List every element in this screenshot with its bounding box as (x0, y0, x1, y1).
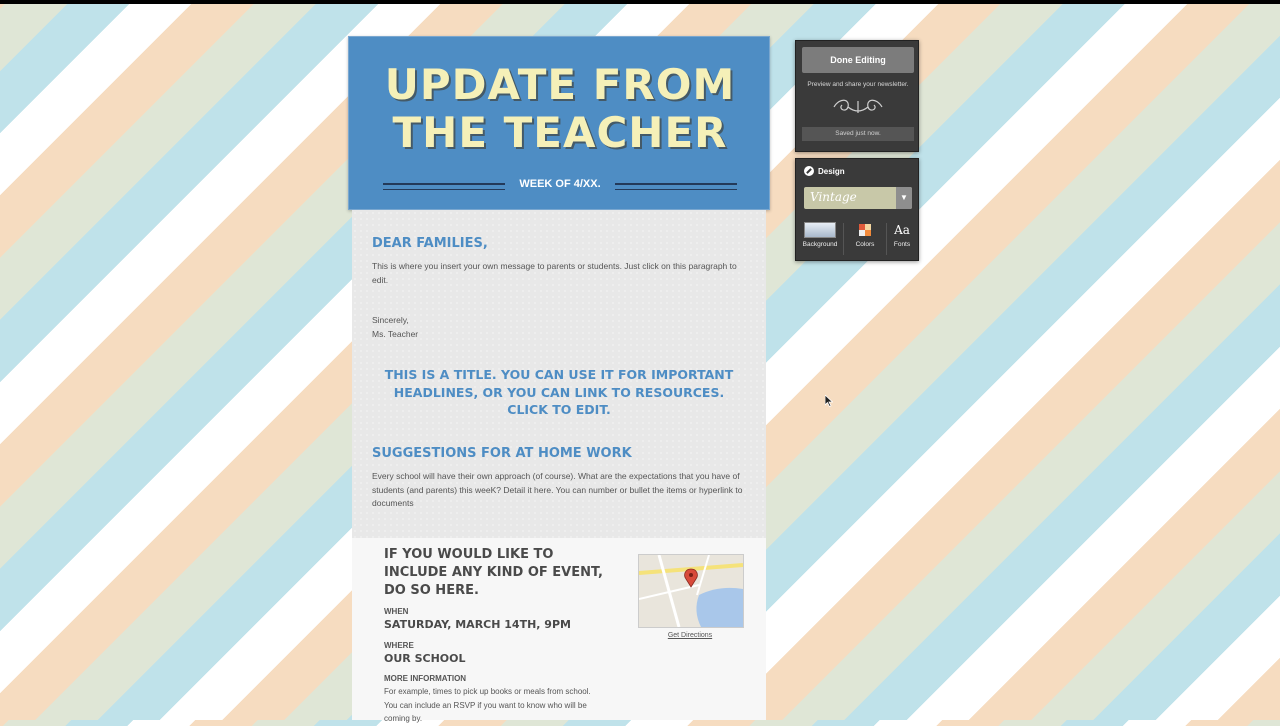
background-tool[interactable] (800, 221, 840, 257)
colors-icon (846, 221, 884, 239)
event-map[interactable] (638, 554, 744, 628)
closing-text[interactable]: Sincerely, (372, 315, 409, 325)
newsletter (348, 36, 770, 723)
where-value[interactable]: OUR SCHOOL (384, 652, 466, 665)
ornament-icon (828, 95, 888, 122)
newsletter-body (352, 210, 766, 538)
tool-divider (843, 223, 844, 255)
event-title[interactable]: IF YOU WOULD LIKE TO INCLUDE ANY KIND OF EVENT, DO SO HERE. (384, 547, 603, 598)
week-label[interactable]: WEEK OF 4/XX. (519, 178, 601, 190)
event-block[interactable] (352, 538, 766, 723)
section-title[interactable]: SUGGESTIONS FOR AT HOME WORK (372, 446, 632, 461)
background-label: Background (802, 241, 838, 248)
title-line-2: THE TEACHER (392, 108, 728, 157)
preview-text: Preview and share your newsletter. (807, 81, 909, 88)
signature-text[interactable]: Ms. Teacher (372, 329, 419, 339)
edit-panel (795, 40, 919, 152)
fonts-icon: Aa (894, 223, 910, 237)
fonts-tool[interactable] (888, 221, 916, 257)
newsletter-title[interactable] (349, 61, 771, 157)
when-value[interactable]: SATURDAY, MARCH 14TH, 9PM (384, 618, 571, 631)
where-label: WHERE (384, 641, 414, 650)
top-bar (0, 0, 1280, 4)
background-icon (800, 221, 840, 239)
more-info-text[interactable]: For example, times to pick up books or meals from school. You can include an RSVP if you want to know who will be coming by. (384, 687, 591, 723)
section-paragraph[interactable]: Every school will have their own approach (of course). What are the expectations that you have of students (and parents) this weeK? Detail it here. You can number or bullet the items or hyperlink to documents (372, 471, 743, 508)
colors-tool[interactable] (846, 221, 884, 257)
intro-paragraph[interactable]: This is where you insert your own message to parents or students. Just click on this paragraph to edit. (372, 261, 737, 285)
more-info-label: MORE INFORMATION (384, 674, 467, 683)
chevron-down-icon[interactable]: ▼ (896, 187, 912, 209)
saved-status: Saved just now. (802, 127, 914, 141)
theme-select[interactable] (804, 187, 912, 209)
done-editing-button[interactable]: Done Editing (802, 47, 914, 73)
week-row (383, 177, 737, 193)
design-panel (795, 158, 919, 261)
cursor-icon (825, 394, 833, 412)
divider-left (383, 183, 505, 190)
tool-divider (886, 223, 887, 255)
greeting-heading[interactable]: DEAR FAMILIES, (372, 236, 488, 251)
map-image (639, 555, 743, 627)
when-label: WHEN (384, 607, 409, 616)
newsletter-header[interactable] (348, 36, 770, 210)
design-title: Design (818, 166, 845, 176)
fonts-label: Fonts (893, 241, 911, 248)
headline-text[interactable]: THIS IS A TITLE. YOU CAN USE IT FOR IMPORTANT HEADLINES, OR YOU CAN LINK TO RESOURCES. CLICK TO EDIT. (384, 367, 734, 417)
title-line-1: UPDATE FROM (384, 60, 736, 109)
divider-right (615, 183, 737, 190)
design-header[interactable] (804, 166, 845, 176)
get-directions-link[interactable]: Get Directions (667, 632, 713, 639)
design-icon (804, 166, 814, 176)
colors-label: Colors (855, 241, 875, 248)
theme-value: Vintage (810, 190, 857, 204)
